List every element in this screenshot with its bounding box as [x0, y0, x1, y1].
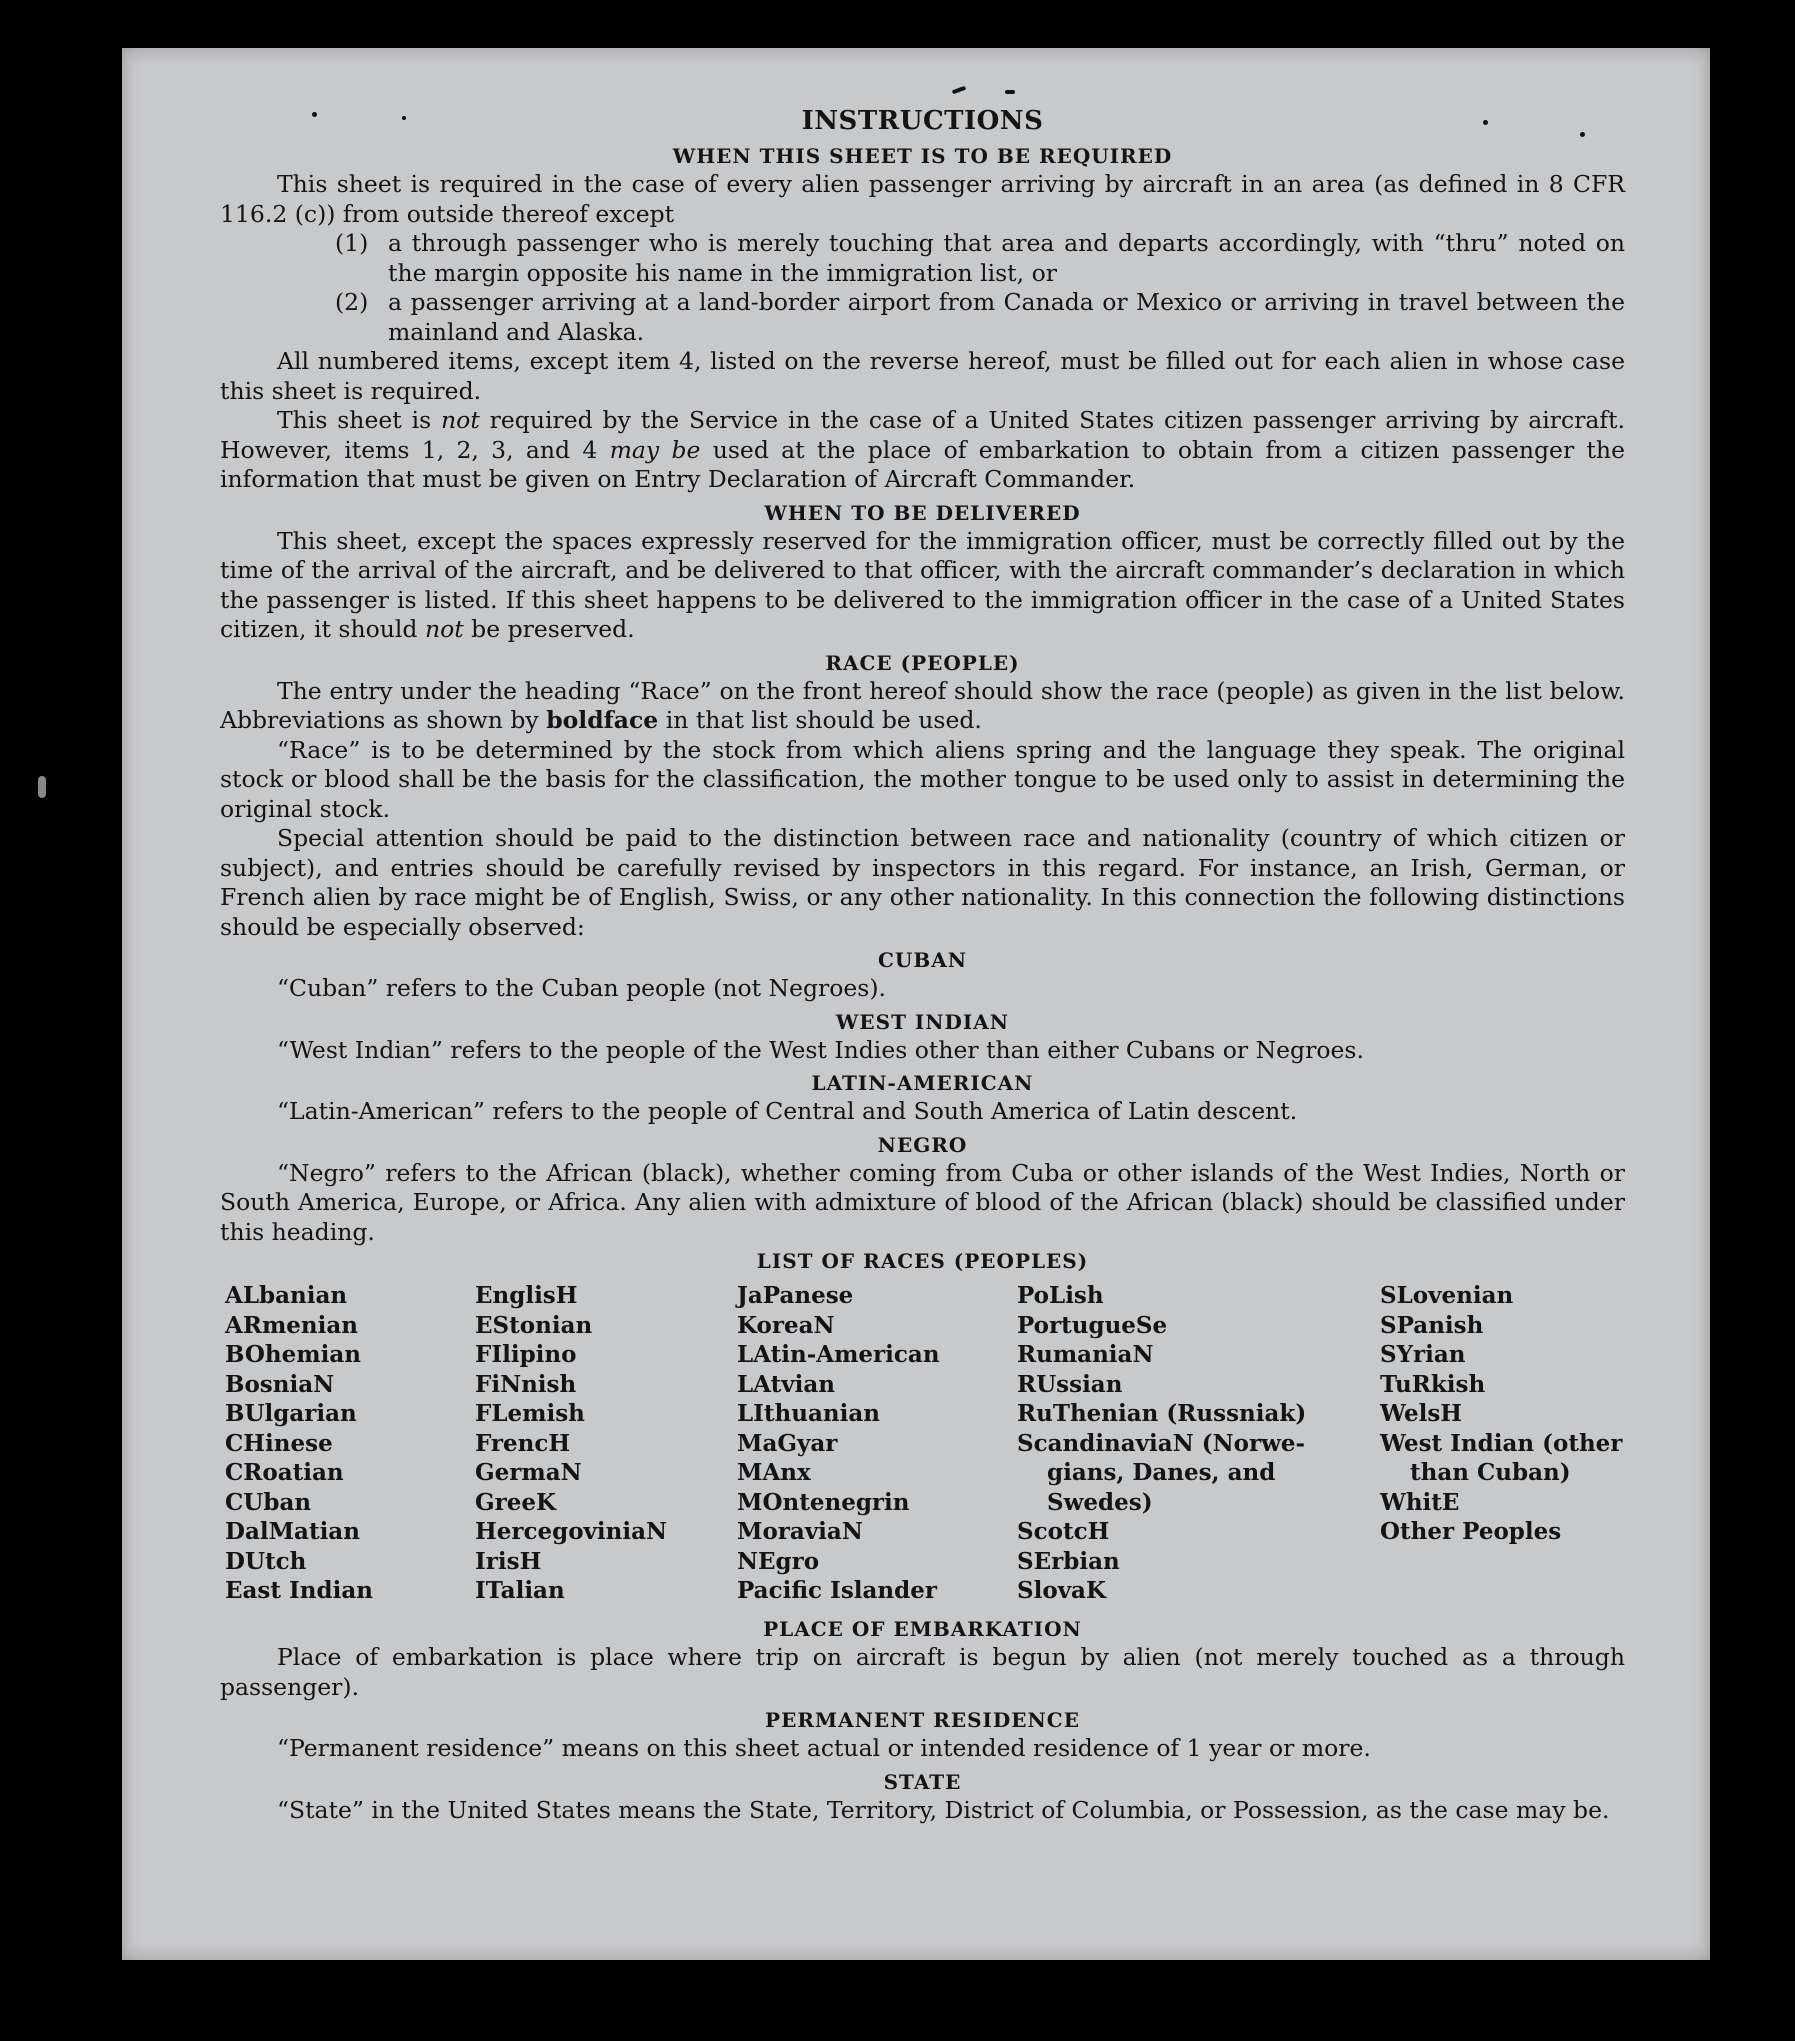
paragraph-citizen [220, 406, 1625, 495]
paragraph-state: “State” in the United States means the State, Territory, District of Columbia, or Possession, as the case may be. [277, 1795, 1610, 1824]
race-entry: than Cuban) [1410, 1459, 1571, 1486]
race-entry: ITalian [475, 1577, 565, 1604]
text-run: This sheet is [277, 406, 432, 434]
emphasis-not: not [441, 406, 480, 434]
item-text: a passenger arriving at a land-border airport from Canada or Mexico or arriving in travel between the mainland and Alaska. [388, 288, 1625, 346]
race-entry: EStonian [475, 1311, 593, 1339]
heading-latin-american: LATIN-AMERICAN [811, 1071, 1034, 1095]
paragraph-negro: “Negro” refers to the African (black), whether coming from Cuba or other islands of the West Indies, North or South America, Europe, or Africa. Any alien with admixture of blood of the African (black) should be classified under this heading. [220, 1158, 1625, 1246]
text-run: be preserved. [471, 615, 635, 643]
bold-word: boldface [546, 706, 659, 734]
races-column-2 [475, 1281, 667, 1606]
race-entry: CHinese [225, 1429, 333, 1457]
race-entry: BOhemian [225, 1341, 361, 1368]
race-entry: MOntenegrin [737, 1488, 910, 1516]
race-entry: WelsH [1380, 1400, 1463, 1427]
race-entry: RumaniaN [1017, 1341, 1154, 1368]
race-entry: East Indian [225, 1577, 373, 1604]
race-entry: CUban [225, 1488, 312, 1516]
race-entry: ARmenian [225, 1311, 359, 1339]
race-entry: ALbanian [225, 1282, 348, 1309]
race-entry: RUssian [1017, 1370, 1123, 1398]
race-entry: gians, Danes, and [1047, 1459, 1276, 1486]
text-run: used at the place of embarkation to obtain from a citizen passenger the information that must be given on Entry Declaration of Aircraft Commander. [220, 435, 1625, 493]
race-entry: ScandinaviaN (Norwe- [1017, 1429, 1306, 1457]
race-entry: LAtin-American [737, 1341, 940, 1368]
race-entry: GermaN [475, 1459, 582, 1486]
heading-permanent-residence: PERMANENT RESIDENCE [765, 1708, 1080, 1732]
race-entry: SlovaK [1017, 1577, 1106, 1604]
paragraph-west-indian: “West Indian” refers to the people of the West Indies other than either Cubans or Negroes. [277, 1035, 1364, 1064]
text-run: The entry under the heading “Race” on the front hereof should show the race (people) as given in the list below. Abbreviations as shown by [220, 676, 1625, 734]
race-entry: TuRkish [1380, 1370, 1486, 1398]
heading-cuban: CUBAN [877, 948, 968, 972]
race-entry: SErbian [1017, 1547, 1120, 1575]
heading-state: STATE [883, 1769, 962, 1794]
race-entry: NEgro [737, 1547, 820, 1575]
race-entry: HercegoviniaN [475, 1518, 668, 1545]
heading-embarkation: PLACE OF EMBARKATION [763, 1617, 1082, 1641]
paragraph-permanent-residence: “Permanent residence” means on this sheet actual or intended residence of 1 year or more. [277, 1734, 1371, 1762]
races-column-1 [225, 1281, 373, 1606]
race-entry: PoLish [1017, 1282, 1104, 1309]
emphasis-not: not [424, 615, 464, 643]
race-entry: BUlgarian [225, 1400, 357, 1427]
races-column-4 [1017, 1281, 1306, 1606]
text-run: in that list should be used. [665, 706, 982, 734]
heading-west-indian: WEST INDIAN [835, 1009, 1010, 1034]
race-entry: Other Peoples [1380, 1518, 1562, 1545]
paragraph-numbered-items: All numbered items, except item 4, listed on the reverse hereof, must be filled out for each alien in whose case this sheet is required. [220, 347, 1625, 405]
race-entry: FiNnish [475, 1370, 577, 1398]
race-entry: ScotcH [1017, 1518, 1110, 1545]
race-entry: West Indian (other [1380, 1429, 1623, 1457]
race-entry: MoraviaN [737, 1518, 863, 1545]
exception-item-2 [220, 288, 1625, 347]
race-entry: KoreaN [737, 1311, 835, 1339]
race-entry: DalMatian [225, 1518, 360, 1545]
races-column-3 [737, 1281, 940, 1606]
race-entry: MAnx [737, 1459, 811, 1486]
paragraph-cuban: “Cuban” refers to the Cuban people (not Negroes). [277, 974, 887, 1002]
race-entry: SPanish [1380, 1311, 1484, 1339]
race-entry: RuThenian (Russniak) [1017, 1400, 1307, 1427]
item-number: (1) [335, 229, 369, 257]
text-run: This sheet, except the spaces expressly reserved for the immigration officer, must be correctly filled out by the time of the arrival of the aircraft, and be delivered to that officer, with the aircraft commander’s declaration in which the passenger is listed. If this sheet happens to be delivered to the immigration officer in the case of a United States citizen, it should [220, 526, 1625, 643]
paragraph-required-intro: This sheet is required in the case of every alien passenger arriving by aircraft in an area (as defined in 8 CFR 116.2 (c)) from outside thereof except [220, 170, 1625, 228]
races-list [220, 1281, 1625, 1611]
paragraph-race-stock: “Race” is to be determined by the stock from which aliens spring and the language they speak. The original stock or blood shall be the basis for the classification, the mother tongue to be used only to assist in determining the original stock. [220, 735, 1625, 823]
race-entry: FIlipino [475, 1341, 577, 1368]
page-title: INSTRUCTIONS [801, 106, 1044, 136]
paragraph-race-entry [220, 677, 1625, 736]
scan-speck [38, 776, 46, 798]
race-entry: CRoatian [225, 1459, 344, 1486]
race-entry: WhitE [1380, 1488, 1460, 1516]
item-text: a through passenger who is merely touching that area and departs accordingly, with “thru” noted on the margin opposite his name in the immigration list, or [388, 229, 1625, 287]
instructions-text [220, 104, 1625, 1825]
race-entry: Swedes) [1047, 1488, 1153, 1516]
race-entry: FLemish [475, 1400, 585, 1427]
paragraph-latin-american: “Latin-American” refers to the people of Central and South America of Latin descent. [277, 1097, 1298, 1125]
race-entry: LIthuanian [737, 1400, 880, 1427]
race-entry: SLovenian [1380, 1282, 1514, 1309]
heading-list-of-races: LIST OF RACES (PEOPLES) [756, 1249, 1089, 1273]
exception-item-1 [220, 229, 1625, 288]
race-entry: FrencH [475, 1429, 571, 1457]
heading-when-delivered: WHEN TO BE DELIVERED [764, 500, 1081, 525]
paragraph-race-nationality: Special attention should be paid to the distinction between race and nationality (country of which citizen or subject), and entries should be carefully revised by inspectors in this regard. For instance, an Irish, German, or French alien by race might be of English, Swiss, or any other nationality. In this connection the following distinctions should be especially observed: [220, 824, 1625, 941]
scan-speck [1005, 90, 1015, 94]
race-entry: PortugueSe [1017, 1311, 1168, 1339]
race-entry: IrisH [475, 1547, 542, 1575]
race-entry: LAtvian [737, 1370, 835, 1398]
race-entry: JaPanese [737, 1282, 854, 1309]
paragraph-delivery [220, 527, 1625, 645]
emphasis-may-be: may be [609, 435, 701, 464]
text-run: required by the Service in the case of a United States citizen passenger arriving by aircraft. However, items 1, 2, 3, and 4 [220, 406, 1625, 464]
race-entry: EnglisH [475, 1282, 578, 1309]
item-number: (2) [335, 288, 369, 316]
race-entry: GreeK [475, 1488, 557, 1516]
races-column-5 [1380, 1281, 1622, 1547]
race-entry: DUtch [225, 1547, 307, 1575]
heading-race: RACE (PEOPLE) [825, 650, 1020, 675]
heading-when-required: WHEN THIS SHEET IS TO BE REQUIRED [672, 144, 1173, 168]
race-entry: Pacific Islander [737, 1577, 937, 1604]
race-entry: SYrian [1380, 1341, 1466, 1368]
race-entry: MaGyar [737, 1429, 838, 1457]
paragraph-embarkation: Place of embarkation is place where trip on aircraft is begun by alien (not merely touched as a through passenger). [220, 1643, 1625, 1701]
race-entry: BosniaN [225, 1370, 335, 1398]
heading-negro: NEGRO [877, 1132, 968, 1157]
